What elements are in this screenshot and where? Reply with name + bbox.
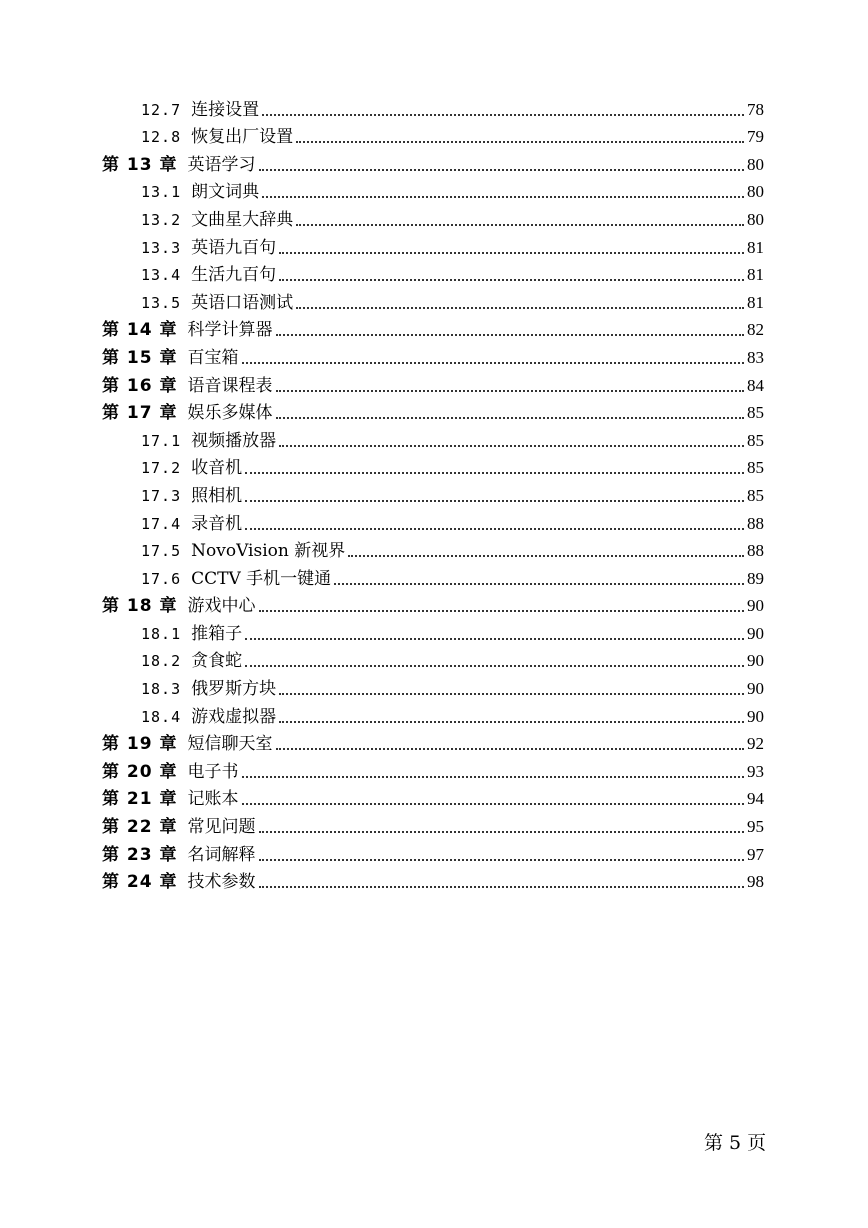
toc-section-entry[interactable] <box>0 451 764 479</box>
toc-dot-leader <box>296 140 744 143</box>
toc-chapter-entry[interactable] <box>0 727 764 755</box>
toc-entry-number: 第 14 章 <box>102 320 178 341</box>
toc-section-entry[interactable] <box>0 285 764 313</box>
toc-entry-page: 89 <box>747 568 764 588</box>
toc-entry-title: CCTV 手机一键通 <box>191 568 332 589</box>
toc-chapter-entry[interactable] <box>0 837 764 865</box>
toc-entry-number: 第 23 章 <box>102 844 178 865</box>
toc-dot-leader <box>279 278 744 281</box>
toc-entry-number: 18.4 <box>141 707 182 726</box>
toc-section-entry[interactable] <box>0 616 764 644</box>
toc-entry-title: 游戏中心 <box>187 596 256 617</box>
toc-chapter-entry[interactable] <box>0 754 764 782</box>
toc-entry-page: 79 <box>747 127 764 147</box>
toc-entry-title: 游戏虚拟器 <box>191 706 277 727</box>
toc-entry-page: 85 <box>747 430 764 450</box>
toc-section-entry[interactable] <box>0 506 764 534</box>
toc-entry-title: 英语口语测试 <box>191 292 294 313</box>
toc-dot-leader <box>348 554 744 557</box>
toc-chapter-entry[interactable] <box>0 147 764 175</box>
toc-entry-title: 语音课程表 <box>187 375 273 396</box>
toc-entry-number: 第 13 章 <box>102 154 178 175</box>
toc-entry-title: 推箱子 <box>191 623 243 644</box>
toc-entry-number: 17.3 <box>141 486 182 505</box>
toc-section-entry[interactable] <box>0 671 764 699</box>
toc-dot-leader <box>259 885 745 888</box>
toc-entry-page: 92 <box>747 734 764 754</box>
toc-entry-number: 第 22 章 <box>102 817 178 838</box>
toc-entry-number: 17.5 <box>141 542 182 561</box>
toc-chapter-entry[interactable] <box>0 782 764 810</box>
toc-entry-number: 第 20 章 <box>102 761 178 782</box>
toc-entry-number: 13.4 <box>141 266 182 285</box>
toc-entry-number: 17.6 <box>141 569 182 588</box>
toc-entry-title: 收音机 <box>191 458 243 479</box>
toc-entry-title: 常见问题 <box>187 817 256 838</box>
toc-entry-page: 94 <box>747 789 764 809</box>
toc-dot-leader <box>276 333 745 336</box>
toc-chapter-entry[interactable] <box>0 340 764 368</box>
toc-dot-leader <box>242 775 745 778</box>
toc-entry-number: 第 18 章 <box>102 596 178 617</box>
toc-entry-title: 恢复出厂设置 <box>191 127 294 148</box>
toc-entry-number: 13.5 <box>141 293 182 312</box>
toc-entry-title: 英语学习 <box>187 154 256 175</box>
toc-entry-title: 俄罗斯方块 <box>191 679 277 700</box>
toc-entry-page: 83 <box>747 347 764 367</box>
toc-entry-title: 记账本 <box>187 789 239 810</box>
toc-entry-number: 13.3 <box>141 238 182 257</box>
toc-entry-number: 17.2 <box>141 459 182 478</box>
toc-entry-number: 18.3 <box>141 680 182 699</box>
toc-dot-leader <box>245 499 744 502</box>
toc-entry-title: 百宝箱 <box>187 347 239 368</box>
toc-chapter-entry[interactable] <box>0 865 764 893</box>
toc-entry-number: 12.7 <box>141 100 182 119</box>
toc-dot-leader <box>276 416 745 419</box>
toc-dot-leader <box>279 251 744 254</box>
toc-entry-title: 技术参数 <box>187 872 256 893</box>
toc-dot-leader <box>296 306 744 309</box>
toc-entry-number: 第 15 章 <box>102 347 178 368</box>
toc-chapter-entry[interactable] <box>0 809 764 837</box>
toc-entry-page: 90 <box>747 679 764 699</box>
toc-entry-page: 88 <box>747 513 764 533</box>
toc-section-entry[interactable] <box>0 423 764 451</box>
toc-dot-leader <box>259 830 745 833</box>
toc-chapter-entry[interactable] <box>0 396 764 424</box>
toc-dot-leader <box>245 637 744 640</box>
toc-section-entry[interactable] <box>0 699 764 727</box>
toc-dot-leader <box>296 223 744 226</box>
toc-entry-number: 第 16 章 <box>102 375 178 396</box>
toc-entry-title: 照相机 <box>191 485 243 506</box>
toc-entry-page: 90 <box>747 651 764 671</box>
toc-entry-title: 娱乐多媒体 <box>187 403 273 424</box>
toc-entry-number: 第 24 章 <box>102 872 178 893</box>
toc-entry-page: 85 <box>747 485 764 505</box>
toc-section-entry[interactable] <box>0 478 764 506</box>
toc-entry-number: 第 21 章 <box>102 789 178 810</box>
toc-dot-leader <box>242 361 745 364</box>
toc-dot-leader <box>259 858 745 861</box>
toc-entry-title: NovoVision 新视界 <box>191 541 346 562</box>
toc-entry-title: 短信聊天室 <box>187 734 273 755</box>
toc-dot-leader <box>245 527 744 530</box>
toc-entry-title: 文曲星大辞典 <box>191 209 294 230</box>
toc-entry-page: 88 <box>747 541 764 561</box>
toc-entry-title: 视频播放器 <box>191 430 277 451</box>
toc-entry-title: 科学计算器 <box>187 320 273 341</box>
toc-entry-number: 第 19 章 <box>102 734 178 755</box>
toc-section-entry[interactable] <box>0 175 764 203</box>
toc-dot-leader <box>262 195 744 198</box>
toc-entry-title: 电子书 <box>187 761 239 782</box>
toc-section-entry[interactable] <box>0 202 764 230</box>
toc-dot-leader <box>279 692 744 695</box>
toc-entry-title: 生活九百句 <box>191 265 277 286</box>
toc-entry-title: 录音机 <box>191 513 243 534</box>
toc-entry-title: 英语九百句 <box>191 237 277 258</box>
toc-section-entry[interactable] <box>0 534 764 562</box>
toc-entry-number: 13.2 <box>141 210 182 229</box>
toc-entry-title: 朗文词典 <box>191 182 260 203</box>
toc-section-entry[interactable] <box>0 230 764 258</box>
toc-entry-page: 98 <box>747 872 764 892</box>
table-of-contents <box>0 92 868 892</box>
toc-entry-number: 17.1 <box>141 431 182 450</box>
toc-entry-page: 85 <box>747 403 764 423</box>
toc-entry-number: 12.8 <box>141 128 182 147</box>
toc-chapter-entry[interactable] <box>0 313 764 341</box>
toc-entry-page: 93 <box>747 761 764 781</box>
toc-dot-leader <box>259 609 745 612</box>
toc-dot-leader <box>259 168 745 171</box>
toc-dot-leader <box>242 802 745 805</box>
toc-dot-leader <box>276 747 745 750</box>
toc-section-entry[interactable] <box>0 120 764 148</box>
toc-entry-number: 第 17 章 <box>102 403 178 424</box>
toc-entry-page: 81 <box>747 237 764 257</box>
toc-entry-page: 85 <box>747 458 764 478</box>
toc-entry-page: 80 <box>747 209 764 229</box>
toc-entry-title: 连接设置 <box>191 99 260 120</box>
toc-dot-leader <box>262 113 744 116</box>
toc-entry-page: 80 <box>747 182 764 202</box>
toc-dot-leader <box>279 720 744 723</box>
toc-entry-page: 90 <box>747 623 764 643</box>
toc-entry-page: 84 <box>747 375 764 395</box>
toc-entry-number: 18.1 <box>141 624 182 643</box>
toc-chapter-entry[interactable] <box>0 589 764 617</box>
page-number-footer: 第 5 页 <box>704 1132 767 1154</box>
toc-entry-number: 17.4 <box>141 514 182 533</box>
toc-entry-number: 18.2 <box>141 652 182 671</box>
toc-dot-leader <box>276 389 745 392</box>
toc-dot-leader <box>279 444 744 447</box>
toc-entry-page: 95 <box>747 817 764 837</box>
toc-section-entry[interactable] <box>0 92 764 120</box>
toc-entry-page: 80 <box>747 154 764 174</box>
toc-entry-page: 90 <box>747 596 764 616</box>
toc-dot-leader <box>245 664 744 667</box>
toc-section-entry[interactable] <box>0 561 764 589</box>
toc-entry-page: 78 <box>747 99 764 119</box>
toc-entry-page: 82 <box>747 320 764 340</box>
toc-entry-title: 贪食蛇 <box>191 651 243 672</box>
toc-entry-title: 名词解释 <box>187 844 256 865</box>
toc-entry-number: 13.1 <box>141 183 182 202</box>
toc-section-entry[interactable] <box>0 258 764 286</box>
toc-entry-page: 81 <box>747 292 764 312</box>
toc-dot-leader <box>245 471 744 474</box>
toc-entry-page: 81 <box>747 265 764 285</box>
toc-chapter-entry[interactable] <box>0 368 764 396</box>
toc-entry-page: 97 <box>747 844 764 864</box>
toc-entry-page: 90 <box>747 706 764 726</box>
toc-dot-leader <box>334 582 744 585</box>
toc-section-entry[interactable] <box>0 644 764 672</box>
